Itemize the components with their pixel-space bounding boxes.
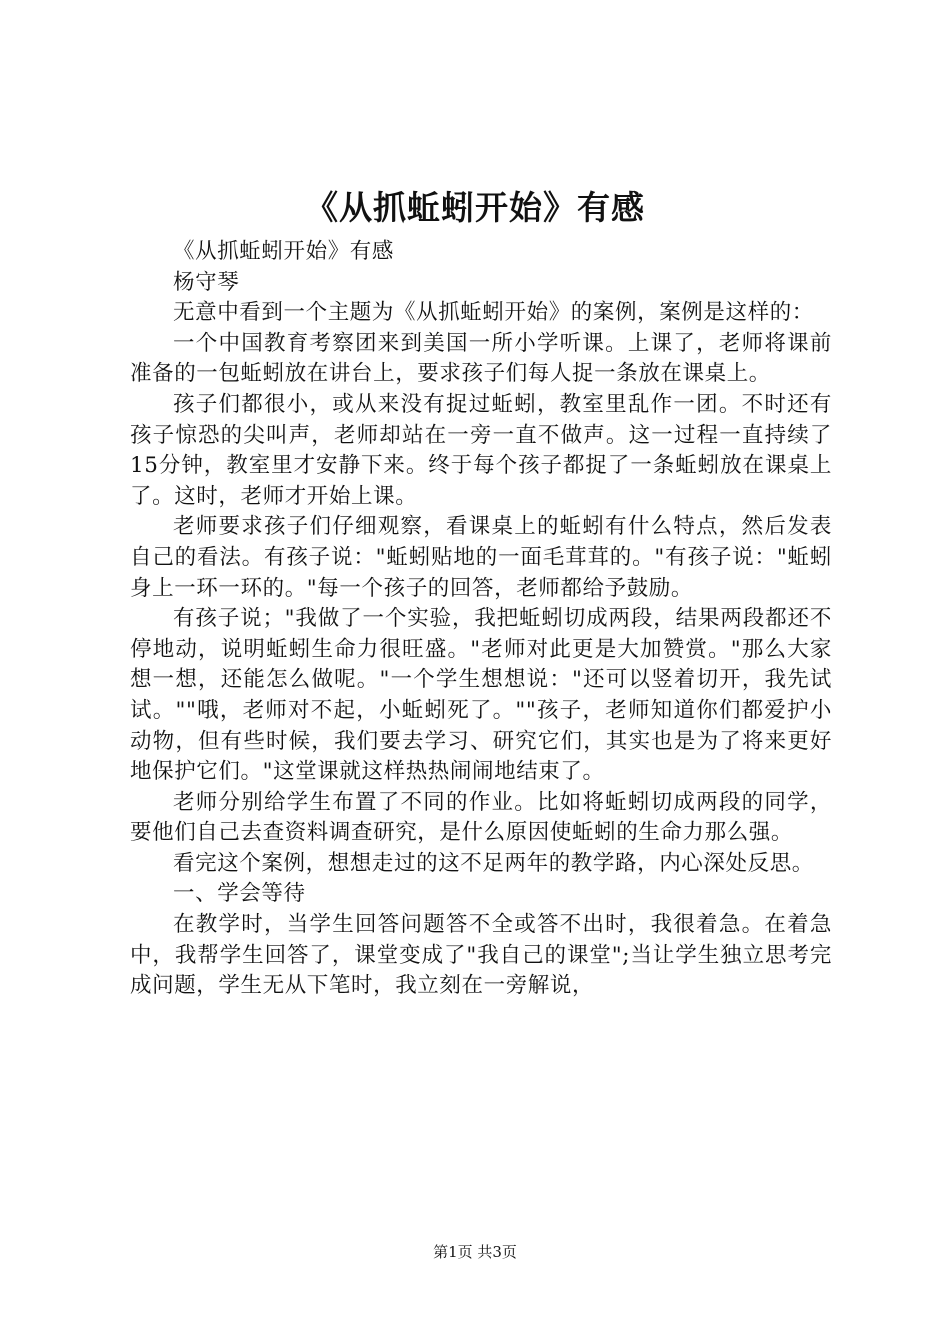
paragraph: 老师要求孩子们仔细观察，看课桌上的蚯蚓有什么特点，然后发表自己的看法。有孩子说："蚯蚓贴地的一面毛茸茸的。"有孩子说："蚯蚓身上一环一环的。"每一个孩子的回答，老师都给予鼓励。 xyxy=(130,514,832,601)
document-body xyxy=(130,237,832,1002)
paragraph: 在教学时，当学生回答问题答不全或答不出时，我很着急。在着急中，我帮学生回答了，课堂变成了"我自己的课堂";当让学生独立思考完成问题，学生无从下笔时，我立刻在一旁解说， xyxy=(130,912,832,999)
paragraph: 孩子们都很小，或从来没有捉过蚯蚓，教室里乱作一团。不时还有孩子惊恐的尖叫声，老师却站在一旁一直不做声。这一过程一直持续了15分钟，教室里才安静下来。终于每个孩子都捉了一条蚯蚓放在课桌上了。这时，老师才开始上课。 xyxy=(130,391,832,509)
section-heading: 一、学会等待 xyxy=(173,881,306,907)
paragraph-subtitle: 《从抓蚯蚓开始》有感 xyxy=(173,239,395,264)
paragraph-author: 杨守琴 xyxy=(173,269,240,295)
paragraph: 一个中国教育考察团来到美国一所小学听课。上课了，老师将课前准备的一包蚯蚓放在讲台上，要求孩子们每人捉一条放在课桌上。 xyxy=(130,330,832,387)
page-footer: 第1页 共3页 xyxy=(433,1243,517,1261)
paragraph: 有孩子说；"我做了一个实验，我把蚯蚓切成两段，结果两段都还不停地动，说明蚯蚓生命力很旺盛。"老师对此更是大加赞赏。"那么大家想一想，还能怎么做呢。"一个学生想想说："还可以竖着切开，我先试试。""哦，老师对不起，小蚯蚓死了。""孩子，老师知道你们都爱护小动物，但有些时候，我们要去学习、研究它们，其实也是为了将来更好地保护它们。"这堂课就这样热热闹闹地结束了。 xyxy=(130,606,832,785)
document-title: 《从抓蚯蚓开始》有感 xyxy=(305,188,645,227)
paragraph: 看完这个案例，想想走过的这不足两年的教学路，内心深处反思。 xyxy=(173,850,814,876)
paragraph: 无意中看到一个主题为《从抓蚯蚓开始》的案例，案例是这样的： xyxy=(173,300,814,326)
paragraph: 老师分别给学生布置了不同的作业。比如将蚯蚓切成两段的同学，要他们自己去查资料调查研究，是什么原因使蚯蚓的生命力那么强。 xyxy=(130,789,832,846)
